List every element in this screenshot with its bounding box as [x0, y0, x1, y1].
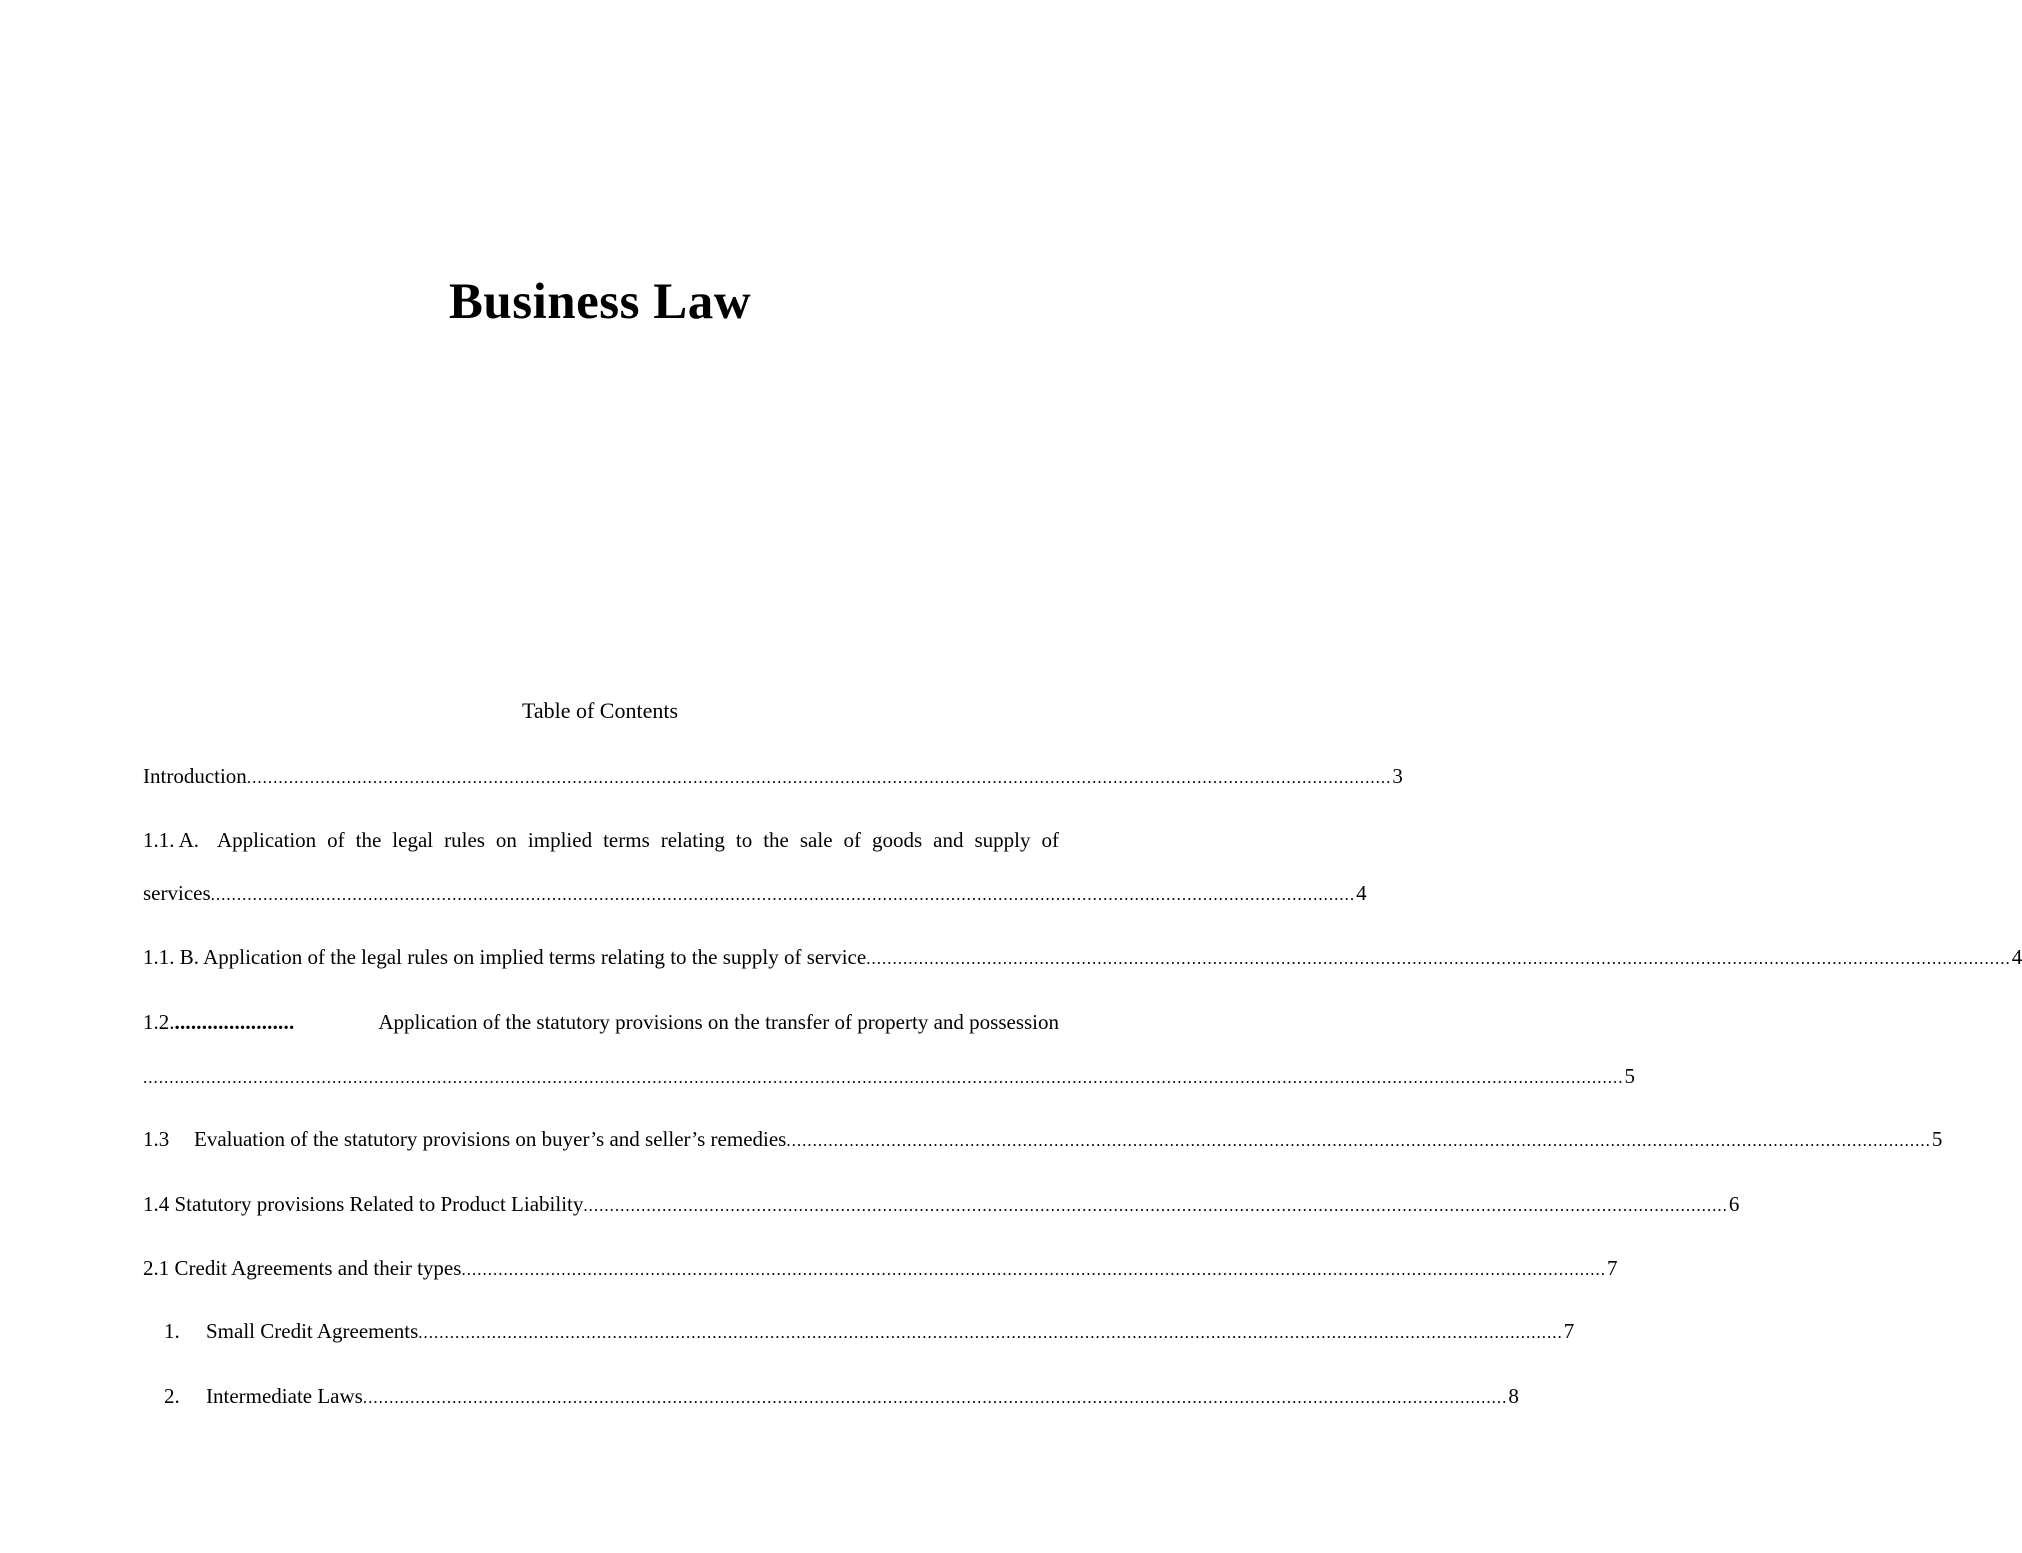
toc-section-number: 1.1. A.	[143, 828, 200, 852]
toc-list-number: 2.	[164, 1384, 180, 1408]
toc-entry-introduction[interactable]	[143, 762, 1403, 790]
toc-entry-1-1-a-continued[interactable]	[143, 879, 1367, 907]
toc-bold-leader: ......................	[174, 1010, 295, 1034]
toc-entry-intermediate-laws[interactable]	[164, 1382, 1519, 1410]
document-title: Business Law	[448, 274, 752, 330]
toc-section-number: 1.2.	[143, 1010, 175, 1034]
toc-entry-text: Application of the legal rules on implied terms relating to the sale of goods and supply of	[217, 828, 1059, 852]
toc-leader-dots: ..........................................................................................................................................................................................................................	[246, 768, 1392, 787]
toc-entry-1-1-b[interactable]	[143, 943, 2022, 971]
toc-entry-1-4[interactable]	[143, 1190, 1740, 1218]
toc-page-number: 3	[1392, 764, 1403, 788]
toc-page-number: 6	[1728, 1192, 1740, 1216]
toc-page-number: 4	[2011, 945, 2022, 969]
toc-entry-label: services	[143, 881, 211, 905]
toc-entry-label: Introduction	[143, 764, 247, 788]
toc-page-number: 4	[1356, 881, 1367, 905]
toc-page-number: 8	[1508, 1384, 1519, 1408]
toc-entry-text: Evaluation of the statutory provisions on buyer’s and seller’s remedies	[194, 1127, 787, 1151]
toc-entry-1-3[interactable]	[143, 1125, 1943, 1153]
toc-leader-dots: ..........................................................................................................................................................................................................................	[210, 885, 1356, 904]
toc-list-number: 1.	[164, 1319, 180, 1343]
toc-entry-small-credit-agreements[interactable]	[164, 1317, 1575, 1345]
toc-leader-dots: ..........................................................................................................................................................................................................................................................................................	[143, 1068, 1624, 1087]
toc-entry-2-1[interactable]	[143, 1254, 1618, 1282]
toc-entry-label: 1.4 Statutory provisions Related to Product Liability	[143, 1192, 584, 1216]
toc-page-number: 5	[1624, 1064, 1635, 1088]
toc-entry-1-2[interactable]	[143, 1008, 1059, 1036]
toc-entry-text: Small Credit Agreements	[206, 1319, 419, 1343]
toc-leader-dots: ..........................................................................................................................................................................................................................	[362, 1388, 1508, 1407]
toc-page-number: 7	[1606, 1256, 1618, 1280]
toc-heading: Table of Contents	[521, 698, 679, 723]
toc-entry-text: Application of the statutory provisions on the transfer of property and possession	[378, 1010, 1059, 1034]
toc-leader-dots: ..........................................................................................................................................................................................................................	[461, 1260, 1606, 1279]
toc-leader-dots: ..........................................................................................................................................................................................................................	[866, 949, 2011, 968]
toc-entry-1-1-a[interactable]	[143, 826, 1059, 854]
toc-leader-dots: ..........................................................................................................................................................................................................................	[583, 1196, 1728, 1215]
toc-entry-label: 1.1. B. Application of the legal rules on implied terms relating to the supply of service	[143, 945, 867, 969]
toc-page-number: 5	[1931, 1127, 1943, 1151]
toc-leader-dots: ..........................................................................................................................................................................................................................	[786, 1131, 1931, 1150]
toc-entry-1-2-continued[interactable]	[143, 1062, 1635, 1090]
toc-leader-dots: ..........................................................................................................................................................................................................................	[418, 1323, 1563, 1342]
toc-entry-label	[143, 826, 217, 854]
toc-entry-label: 2.1 Credit Agreements and their types	[143, 1256, 462, 1280]
toc-entry-text: Intermediate Laws	[206, 1384, 363, 1408]
toc-page-number: 7	[1563, 1319, 1575, 1343]
toc-section-number: 1.3	[143, 1127, 170, 1151]
